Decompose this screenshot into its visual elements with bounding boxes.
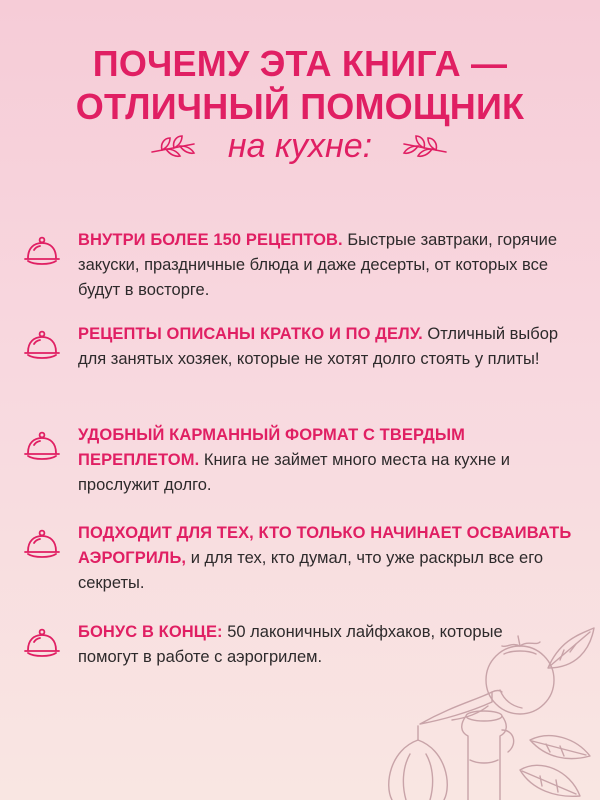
vegetables-sketch [380,620,600,800]
feature-body: и для тех, кто думал, что уже раскрыл все его секреты. [78,549,544,592]
leaf-sprig-icon [400,132,450,162]
feature-heading: ПОДХОДИТ ДЛЯ ТЕХ, КТО ТОЛЬКО НАЧИНАЕТ ОСВАИВАТЬ АЭРОГРИЛЬ, [78,524,572,567]
title-line-1: ПОЧЕМУ ЭТА КНИГА — [92,43,508,84]
feature-text [78,228,578,303]
feature-body: Отличный выбор для занятых хозяек, которые не хотят долго стоять у плиты! [78,325,559,368]
feature-heading: ВНУТРИ БОЛЕЕ 150 РЕЦЕПТОВ. [78,231,343,249]
feature-body: Книга не займет много места на кухне и прослужит долго. [78,451,510,494]
feature-body: Быстрые завтраки, горячие закуски, праздничные блюда и даже десерты, от которых все будут в восторге. [78,231,558,299]
title-line-2: ОТЛИЧНЫЙ ПОМОЩНИК [75,86,525,127]
header [0,0,600,180]
subtitle: на кухне: [227,127,373,165]
jug-sketch [462,711,514,800]
feature-body: 50 лаконичных лайфхаков, которые помогут в работе с аэрогрилем. [78,623,503,666]
basil-sketch [520,736,590,797]
cloche-icon [22,234,62,268]
cloche-icon [22,527,62,561]
cloche-icon [22,328,62,362]
feature-text [78,322,578,372]
subtitle-row [0,126,600,170]
cloche-icon [22,429,62,463]
leaf-sketch [548,628,594,668]
feature-heading: УДОБНЫЙ КАРМАННЫЙ ФОРМАТ С ТВЕРДЫМ ПЕРЕПЛЕТОМ. [78,426,465,469]
feature-heading: РЕЦЕПТЫ ОПИСАНЫ КРАТКО И ПО ДЕЛУ. [78,325,423,343]
feature-text [78,521,578,596]
feature-text [78,423,578,498]
tomato-sketch [486,636,554,714]
feature-heading: БОНУС В КОНЦЕ: [78,623,223,641]
onion-sketch [389,726,448,800]
cloche-icon [22,626,62,660]
